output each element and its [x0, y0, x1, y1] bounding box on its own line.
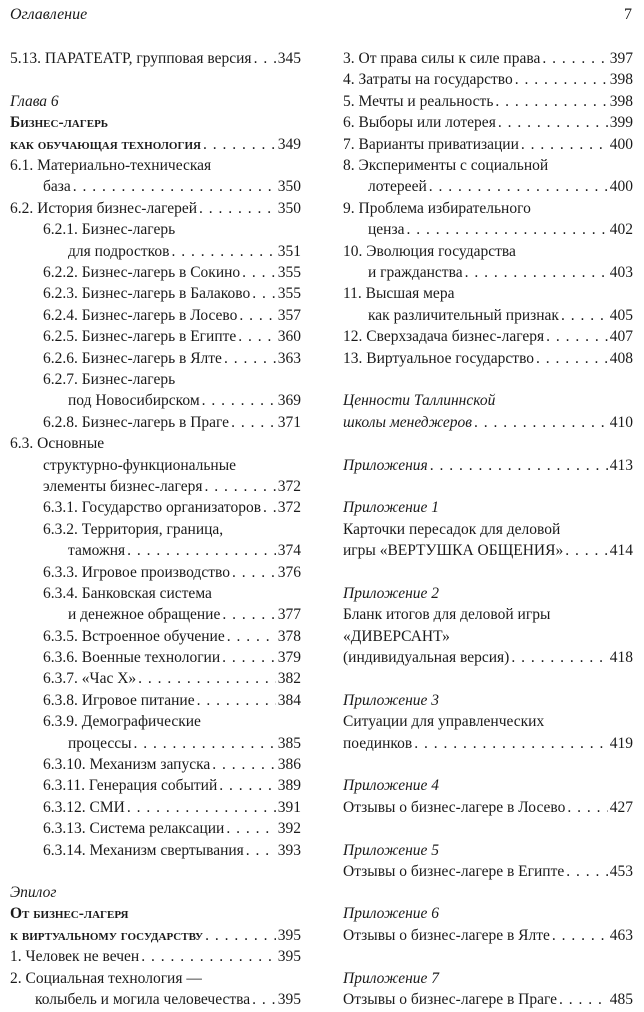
toc-entry-title: 13. Виртуальное государство [343, 350, 535, 367]
toc-entry-title: Отзывы о бизнес-лагере в Лосево [343, 799, 566, 816]
toc-page-number: 463 [609, 927, 633, 944]
toc-entry[interactable] [343, 733, 633, 754]
toc-entry-title: игры «ВЕРТУШКА ОБЩЕНИЯ» [343, 542, 564, 559]
toc-page-number: 397 [609, 50, 633, 67]
toc-entry-title: 10. Эволюция государства [343, 243, 516, 260]
toc-entry-title: 9. Проблема избирательного [343, 200, 531, 217]
page-number: 7 [624, 6, 632, 23]
toc-page-number: 355 [277, 264, 301, 281]
toc-page-number: 355 [277, 285, 301, 302]
toc-page-number: 408 [609, 350, 633, 367]
toc-page-number: 372 [277, 478, 301, 495]
toc-page-number: 400 [609, 136, 633, 153]
toc-entry[interactable] [343, 305, 633, 326]
toc-page-number: 372 [277, 499, 301, 516]
toc-entry-title: элементы бизнес-лагеря [43, 478, 203, 495]
toc-entry[interactable] [343, 647, 633, 668]
toc-entry-title: Ситуации для управленческих [343, 713, 545, 730]
toc-entry[interactable] [10, 647, 301, 668]
toc-page-number: 378 [277, 628, 301, 645]
toc-entry[interactable] [10, 412, 301, 433]
page-header [10, 6, 632, 28]
toc-entry-title: 3. От права силы к силе права [343, 50, 541, 67]
toc-page-number: 402 [609, 221, 633, 238]
toc-page-number: 398 [609, 71, 633, 88]
toc-page-number: 485 [609, 991, 633, 1008]
toc-entry-title: как различительный признак [368, 307, 559, 324]
toc-entry[interactable] [343, 797, 633, 818]
toc-entry[interactable] [343, 134, 633, 155]
toc-entry-title: 6.3.10. Механизм запуска [43, 756, 211, 773]
toc-entry-title: 6.3.5. Встроенное обучение [43, 628, 225, 645]
toc-entry-title: 6.3. Основные [10, 435, 105, 452]
running-head: Оглавление [10, 6, 88, 23]
toc-entry[interactable] [343, 861, 633, 882]
toc-page-number: 410 [609, 414, 633, 431]
toc-entry-title: 6.2.1. Бизнес-лагерь [43, 221, 176, 238]
toc-entry-title: база [43, 178, 71, 195]
toc-entry-title: 6.3.2. Территория, граница, [43, 521, 224, 538]
toc-entry[interactable] [10, 305, 301, 326]
toc-entry[interactable] [343, 989, 633, 1010]
toc-entry[interactable] [343, 91, 633, 112]
epilog-title: От бизнес-лагеря [10, 905, 129, 922]
toc-page-number: 407 [609, 328, 633, 345]
toc-entry[interactable] [10, 946, 301, 967]
toc-entry[interactable] [10, 283, 301, 304]
toc-entry-title: 6.3.3. Игровое производство [43, 564, 230, 581]
toc-entry[interactable] [10, 497, 301, 518]
section-title: Ценности Таллиннской [343, 392, 496, 409]
toc-page-number: 419 [609, 735, 633, 752]
toc-entry-title: 6.3.12. СМИ [43, 799, 125, 816]
toc-page-number: 413 [609, 457, 633, 474]
toc-entry-title: 11. Высшая мера [343, 285, 455, 302]
toc-page-number: 391 [277, 799, 301, 816]
toc-entry[interactable] [10, 390, 301, 411]
toc-entry-title: 6.2.3. Бизнес-лагерь в Балаково [43, 285, 251, 302]
toc-entry-title: Карточки пересадок для деловой [343, 521, 561, 538]
toc-entry[interactable] [10, 241, 301, 262]
toc-entry[interactable] [10, 733, 301, 754]
appendix-label: Приложение 5 [343, 842, 440, 859]
toc-entry-title: поединков [343, 735, 413, 752]
toc-entry-title: 7. Варианты приватизации [343, 136, 519, 153]
toc-entry-title: 6. Выборы или лотерея [343, 114, 496, 131]
toc-entry[interactable] [10, 48, 301, 69]
toc-page-number: 351 [277, 243, 301, 260]
toc-page-number: 393 [277, 842, 301, 859]
toc-entry[interactable] [10, 198, 301, 219]
toc-entry-title: 6.2.7. Бизнес-лагерь [43, 371, 176, 388]
toc-entry-title: структурно-функциональные [43, 457, 237, 474]
toc-entry-title: колыбель и могила человечества [35, 991, 251, 1008]
toc-entry[interactable] [10, 476, 301, 497]
toc-page-number: 379 [277, 649, 301, 666]
toc-page-number: 377 [277, 606, 301, 623]
toc-entry-title: Бланк итогов для деловой игры [343, 606, 551, 623]
toc-entry[interactable] [10, 818, 301, 839]
toc-entry[interactable] [343, 326, 633, 347]
toc-entry-title: 5. Мечты и реальность [343, 93, 494, 110]
toc-entry[interactable] [10, 989, 301, 1010]
toc-entry-title: 4. Затраты на государство [343, 71, 513, 88]
toc-entry-title: 6.3.8. Игровое питание [43, 692, 195, 709]
toc-entry-title: 12. Сверхзадача бизнес-лагеря [343, 328, 545, 345]
toc-page-number: 395 [277, 927, 301, 944]
toc-entry[interactable] [343, 262, 633, 283]
toc-entry[interactable] [343, 348, 633, 369]
chapter-label: Глава 6 [10, 93, 59, 110]
toc-entry[interactable] [343, 48, 633, 69]
epilog-label: Эпилог [10, 884, 57, 901]
toc-entry-title: 6.3.1. Государство организаторов [43, 499, 262, 516]
toc-entry[interactable] [10, 326, 301, 347]
toc-page-number: 376 [277, 564, 301, 581]
toc-page-number: 374 [277, 542, 301, 559]
toc-page-number: 414 [609, 542, 633, 559]
toc-page-number: 400 [609, 178, 633, 195]
toc-entry[interactable] [343, 540, 633, 561]
toc-entry-title: лотереей [368, 178, 427, 195]
toc-page-number: 427 [609, 799, 633, 816]
toc-entry[interactable] [10, 840, 301, 861]
toc-entry-title: 6.3.11. Генерация событий [43, 777, 218, 794]
toc-entry[interactable] [10, 754, 301, 775]
toc-page-number: 453 [609, 863, 633, 880]
epilog-title: к виртуальному государству [10, 927, 204, 944]
toc-entry-title: 2. Социальная технология — [10, 970, 202, 987]
toc-entry[interactable] [343, 412, 633, 433]
toc-entry-title: Отзывы о бизнес-лагере в Египте [343, 863, 565, 880]
toc-entry-title: 5.13. ПАРАТЕАТР, групповая версия [10, 50, 252, 67]
toc-entry-title: 6.2.5. Бизнес-лагерь в Египте [43, 328, 237, 345]
toc-entry-title: 6.2.2. Бизнес-лагерь в Сокино [43, 264, 241, 281]
toc-entry-title: 6.3.14. Механизм свертывания [43, 842, 244, 859]
section-title: Приложения [343, 457, 428, 474]
toc-entry[interactable] [10, 797, 301, 818]
toc-entry-title: для подростков [68, 243, 170, 260]
toc-page-number: 405 [609, 307, 633, 324]
toc-entry[interactable] [10, 775, 301, 796]
toc-page-number: 392 [277, 820, 301, 837]
toc-entry[interactable] [10, 348, 301, 369]
toc-entry[interactable] [343, 455, 633, 476]
appendix-label: Приложение 7 [343, 970, 440, 987]
toc-page-number: 395 [277, 991, 301, 1008]
toc-entry-title: и денежное обращение [68, 606, 221, 623]
appendix-label: Приложение 4 [343, 777, 440, 794]
toc-entry[interactable] [343, 112, 633, 133]
toc-entry-title: 6.3.6. Военные технологии [43, 649, 221, 666]
toc-entry-title: 6.2.4. Бизнес-лагерь в Лосево [43, 307, 238, 324]
toc-entry-title: 6.3.9. Демографические [43, 713, 201, 730]
toc-page-number: 350 [277, 178, 301, 195]
toc-page-number: 350 [277, 200, 301, 217]
toc-entry[interactable] [10, 604, 301, 625]
toc-entry-title: 1. Человек не вечен [10, 948, 140, 965]
toc-entry-title: Отзывы о бизнес-лагере в Праге [343, 991, 558, 1008]
toc-entry-title: процессы [68, 735, 132, 752]
toc-page-number: 382 [277, 670, 301, 687]
chapter-title: Бизнес-лагерь [10, 114, 109, 131]
toc-entry-title: 6.3.7. «Час Х» [43, 670, 137, 687]
appendix-label: Приложение 2 [343, 585, 440, 602]
toc-entry-title: таможня [68, 542, 126, 559]
toc-entry[interactable] [343, 69, 633, 90]
appendix-label: Приложение 6 [343, 905, 440, 922]
toc-page-number: 349 [277, 136, 301, 153]
toc-entry-title: 6.3.4. Банковская система [43, 585, 212, 602]
toc-page-number: 389 [277, 777, 301, 794]
appendix-label: Приложение 1 [343, 499, 440, 516]
toc-entry[interactable] [10, 562, 301, 583]
toc-entry[interactable] [10, 540, 301, 561]
toc-entry[interactable] [10, 176, 301, 197]
appendix-label: Приложение 3 [343, 692, 440, 709]
toc-entry[interactable] [10, 925, 301, 946]
toc-page-number: 403 [609, 264, 633, 281]
toc-page-number: 385 [277, 735, 301, 752]
toc-page-number: 398 [609, 93, 633, 110]
toc-entry-title: 6.2.8. Бизнес-лагерь в Праге [43, 414, 230, 431]
toc-page-number: 345 [277, 50, 301, 67]
toc-entry-title: 6.3.13. Система релаксации [43, 820, 225, 837]
toc-entry-title: под Новосибирском [68, 392, 200, 409]
toc-page-number: 357 [277, 307, 301, 324]
toc-entry-title: и гражданства [368, 264, 463, 281]
chapter-title: как обучающая технология [10, 136, 201, 153]
toc-entry-title: (индивидуальная версия) [343, 649, 510, 666]
toc-page-number: 384 [277, 692, 301, 709]
toc-page-number: 395 [277, 948, 301, 965]
toc-page-number: 363 [277, 350, 301, 367]
toc-entry[interactable] [343, 219, 633, 240]
toc-entry-title: ценза [368, 221, 405, 238]
toc-page-number: 371 [277, 414, 301, 431]
toc-entry[interactable] [343, 925, 633, 946]
toc-entry[interactable] [10, 626, 301, 647]
toc-entry[interactable] [10, 134, 301, 155]
toc-entry[interactable] [10, 690, 301, 711]
toc-entry[interactable] [10, 668, 301, 689]
toc-page-number: 386 [277, 756, 301, 773]
toc-entry-title: Отзывы о бизнес-лагере в Ялте [343, 927, 550, 944]
toc-entry-title: 6.1. Материально-техническая [10, 157, 212, 174]
toc-entry[interactable] [343, 176, 633, 197]
toc-entry[interactable] [10, 262, 301, 283]
toc-page-number: 360 [277, 328, 301, 345]
section-title: школы менеджеров [343, 414, 472, 431]
toc-entry-title: 8. Эксперименты с социальной [343, 157, 549, 174]
toc-page-number: 399 [609, 114, 633, 131]
toc-entry-title: «ДИВЕРСАНТ» [343, 628, 450, 645]
toc-entry-title: 6.2.6. Бизнес-лагерь в Ялте [43, 350, 222, 367]
toc-page-number: 418 [609, 649, 633, 666]
toc-page-number: 369 [277, 392, 301, 409]
toc-entry-title: 6.2. История бизнес-лагерей [10, 200, 198, 217]
